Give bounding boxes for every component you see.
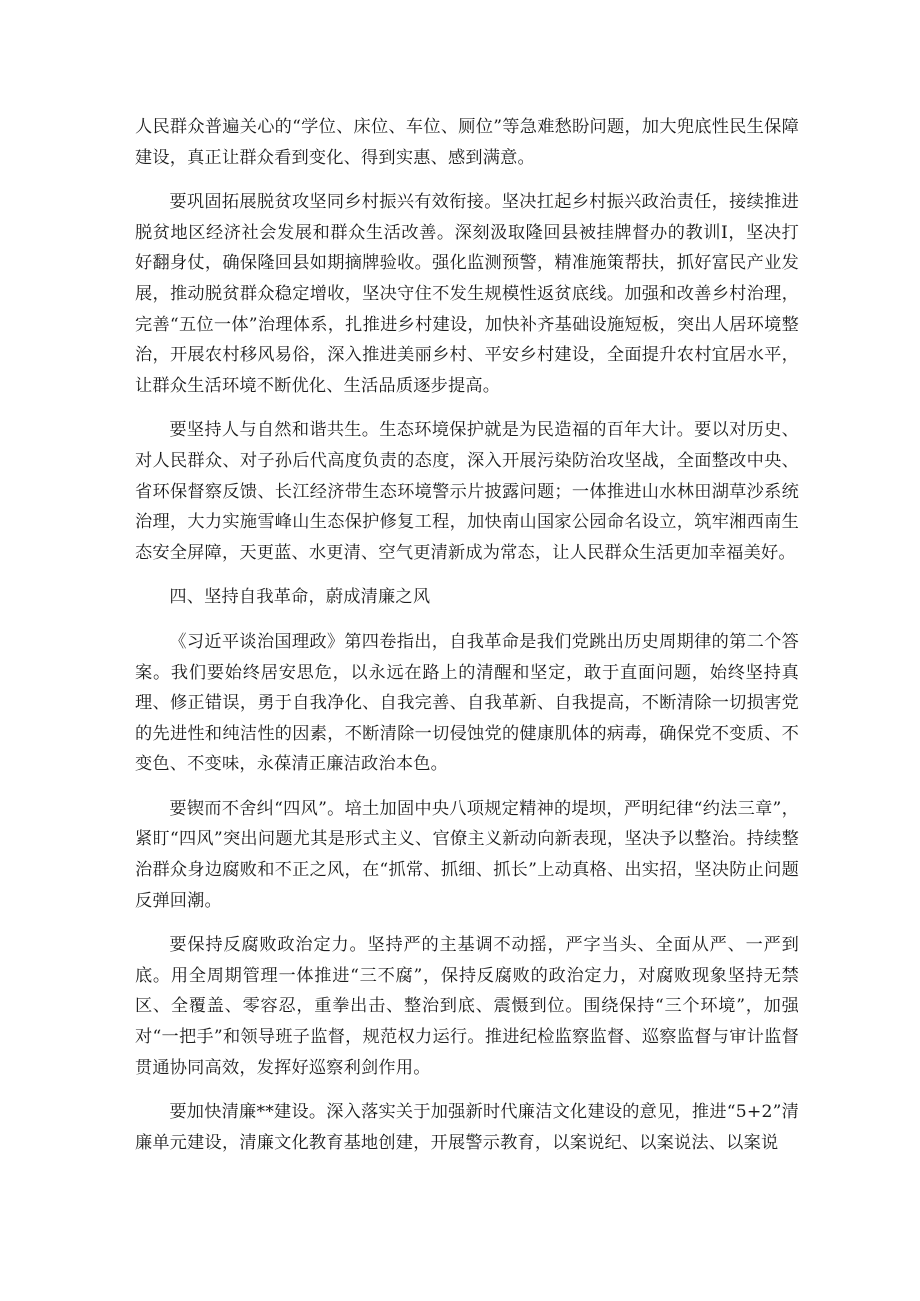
document-page [135, 112, 799, 1158]
paragraph-rural-revitalization: 要巩固拓展脱贫攻坚同乡村振兴有效衔接。坚决扛起乡村振兴政治责任，接续推进脱贫地区经济社会发展和群众生活改善。深刻汲取隆回县被挂牌督办的教训I，坚决打好翻身仗，确保隆回县如期摘牌验收。强化监测预警，精准施策帮扶，抓好富民产业发展，推动脱贫群众稳定增收，坚决守住不发生规模性返贫底线。加强和改善乡村治理，完善“五位一体”治理体系，扎推进乡村建设，加快补齐基础设施短板，突出人居环境整治，开展农村移风易俗，深入推进美丽乡村、平安乡村建设，全面提升农村宜居水平，让群众生活环境不断优化、生活品质逐步提高。 [135, 192, 799, 396]
paragraph-four-winds: 要锲而不舍纠“四风”。培土加固中央八项规定精神的堤坝，严明纪律“约法三章”，紧盯“四风”突出问题尤其是形式主义、官僚主义新动向新表现，坚决予以整治。持续整治群众身边腐败和不正之风，在“抓常、抓细、抓长”上动真格、出实招，坚决防止问题反弹回潮。 [135, 798, 799, 911]
paragraph-anti-corruption: 要保持反腐败政治定力。坚持严的主基调不动摇，严字当头、全面从严、一严到底。用全周期管理一体推进“三不腐”，保持反腐败的政治定力，对腐败现象坚持无禁区、全覆盖、零容忍，重拳出击、整治到底、震慑到位。围绕保持“三个环境”，加强对“一把手”和领导班子监督，规范权力运行。推进纪检监察监督、巡察监督与审计监督贯通协同高效，发挥好巡察利剑作用。 [135, 935, 799, 1078]
paragraph-ecology: 要坚持人与自然和谐共生。生态环境保护就是为民造福的百年大计。要以对历史、对人民群众、对子孙后代高度负责的态度，深入开展污染防治攻坚战，全面整改中央、省环保督察反馈、长江经济带生态环境警示片披露问题；一体推进山水林田湖草沙系统治理，大力实施雪峰山生态保护修复工程，加快南山国家公园命名设立，筑牢湘西南生态安全屏障，天更蓝、水更清、空气更清新成为常态，让人民群众生活更加幸福美好。 [135, 420, 799, 563]
section-heading: 四、坚持自我革命，蔚成清廉之风 [169, 587, 431, 608]
paragraph-clean-government: 要加快清廉**建设。深入落实关于加强新时代廉洁文化建设的意见，推进“5+2”清廉单元建设，清廉文化教育基地创建，开展警示教育，以案说纪、以案说法、以案说 [135, 1102, 799, 1153]
paragraph-self-revolution: 《习近平谈治国理政》第四卷指出，自我革命是我们党跳出历史周期律的第二个答案。我们要始终居安思危，以永远在路上的清醒和坚定，敢于直面问题，始终坚持真理、修正错误，勇于自我净化、自我完善、自我革新、自我提高，不断清除一切损害党的先进性和纯洁性的因素，不断清除一切侵蚀党的健康肌体的病毒，确保党不变质、不变色、不变味，永葆清正廉洁政治本色。 [135, 631, 799, 775]
paragraph-continuation: 人民群众普遍关心的“学位、床位、车位、厕位”等急难愁盼问题，加大兜底性民生保障建设，真正让群众看到变化、得到实惠、感到满意。 [135, 117, 799, 168]
